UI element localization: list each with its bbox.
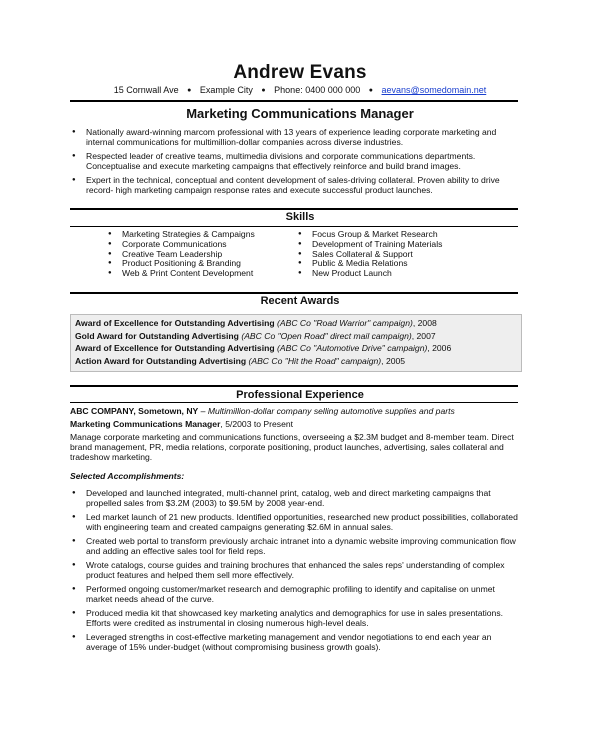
award-detail: (ABC Co "Automotive Drive" campaign) — [277, 343, 428, 353]
award-year: , 2006 — [427, 343, 452, 353]
award-name: Award of Excellence for Outstanding Advertising — [75, 318, 275, 328]
skills-title: Skills — [285, 211, 315, 223]
experience-title: Professional Experience — [236, 389, 364, 401]
list-item: ● Nationally award-winning marcom professional with 13 years of experience leading corporate marketing and internal communications for multimillion-dollar companies across diverse industries. — [70, 127, 522, 147]
company-name: ABC COMPANY, Sometown, NY — [70, 406, 199, 416]
award-year: , 2005 — [381, 356, 406, 366]
list-item: ● Public & Media Relations — [296, 259, 506, 269]
award-detail: (ABC Co "Road Warrior" campaign) — [277, 318, 413, 328]
summary-list — [70, 127, 522, 199]
role-line — [70, 419, 293, 429]
list-item: ● Expert in the technical, conceptual and content development of sales-driving collateral. Proven ability to drive record- high marketing campaign response rates and execute successful product launches. — [70, 175, 522, 195]
list-item: ● Focus Group & Market Research — [296, 230, 506, 240]
email-link[interactable]: aevans@somedomain.net — [381, 85, 487, 95]
separator-dot: ● — [368, 87, 374, 94]
award-item — [75, 318, 437, 328]
divider — [70, 100, 518, 102]
accomplishments-list — [70, 488, 522, 656]
role-dates: , 5/2003 to Present — [220, 419, 294, 429]
award-item — [75, 343, 451, 353]
separator-dot: ● — [261, 87, 266, 94]
list-item: ● Web & Print Content Development — [106, 269, 296, 279]
address: 15 Cornwall Ave — [113, 85, 179, 95]
accomplishments-heading: Selected Accomplishments: — [70, 471, 185, 481]
list-item: ● Performed ongoing customer/market research and demographic profiling to identify and capitalise on unmet market needs ahead of the curve. — [70, 584, 522, 604]
awards-title: Recent Awards — [260, 295, 340, 307]
city: Example City — [199, 85, 253, 95]
company-line — [70, 406, 455, 416]
award-name: Gold Award for Outstanding Advertising — [75, 331, 239, 341]
list-item: ● Wrote catalogs, course guides and training brochures that enhanced the sales reps' understanding of complex product features and helped them sell more effectively. — [70, 560, 522, 580]
divider — [70, 226, 518, 227]
award-detail: (ABC Co "Hit the Road" campaign) — [248, 356, 382, 366]
headline: Marketing Communications Manager — [186, 106, 414, 121]
award-name: Award of Excellence for Outstanding Advertising — [75, 343, 275, 353]
role-title: Marketing Communications Manager — [70, 419, 221, 429]
award-item — [75, 356, 405, 366]
list-item: ● Sales Collateral & Support — [296, 250, 506, 260]
list-item: ● Leveraged strengths in cost-effective marketing management and vendor negotiations to end each year an average of 15% under-budget (without compromising business growth goals). — [70, 632, 522, 652]
company-description: – Multimillion-dollar company selling automotive supplies and parts — [198, 406, 455, 416]
award-year: , 2007 — [411, 331, 436, 341]
list-item: ● New Product Launch — [296, 269, 506, 279]
list-item: ● Development of Training Materials — [296, 240, 506, 250]
divider — [70, 208, 518, 210]
award-item — [75, 331, 436, 341]
candidate-name: Andrew Evans — [233, 62, 367, 83]
list-item: ● Led market launch of 21 new products. Identified opportunities, researched new product possibilities, collaborated with engineering team and created campaigns generating $2.6M in annual sales. — [70, 512, 522, 532]
divider — [70, 292, 518, 294]
award-detail: (ABC Co "Open Road" direct mail campaign) — [241, 331, 412, 341]
phone: Phone: 0400 000 000 — [274, 85, 361, 95]
separator-dot: ● — [187, 87, 192, 94]
skills-list-right — [296, 230, 506, 279]
contact-line — [0, 85, 600, 95]
list-item: ● Created web portal to transform previously archaic intranet into a dynamic website improving communication flow and adding an effective sales tool for field reps. — [70, 536, 522, 556]
list-item: ● Marketing Strategies & Campaigns — [106, 230, 296, 240]
skills-list-left — [106, 230, 296, 279]
award-year: , 2008 — [412, 318, 437, 328]
list-item: ● Developed and launched integrated, multi-channel print, catalog, web and direct marketing campaigns that propelled sales from $3.2M (2003) to $9.5M by 2008 year-end. — [70, 488, 522, 508]
divider — [70, 402, 518, 403]
role-description: Manage corporate marketing and communications functions, overseeing a $2.3M budget and 8-member team. Direct brand management, PR, media relations, corporate positioning, product launches, advertising, sales collateral and tradeshow marketing. — [70, 432, 514, 462]
list-item: ● Product Positioning & Branding — [106, 259, 296, 269]
award-name: Action Award for Outstanding Advertising — [75, 356, 247, 366]
list-item: ● Respected leader of creative teams, multimedia divisions and corporate communications departments. Conceptualise and execute marketing campaigns that effectively reinforce and build brand images. — [70, 151, 522, 171]
list-item: ● Produced media kit that showcased key marketing analytics and demographics for use in sales presentations. Efforts were credited as instrumental in closing numerous high-level deals. — [70, 608, 522, 628]
divider — [70, 385, 518, 387]
list-item: ● Corporate Communications — [106, 240, 296, 250]
list-item: ● Creative Team Leadership — [106, 250, 296, 260]
